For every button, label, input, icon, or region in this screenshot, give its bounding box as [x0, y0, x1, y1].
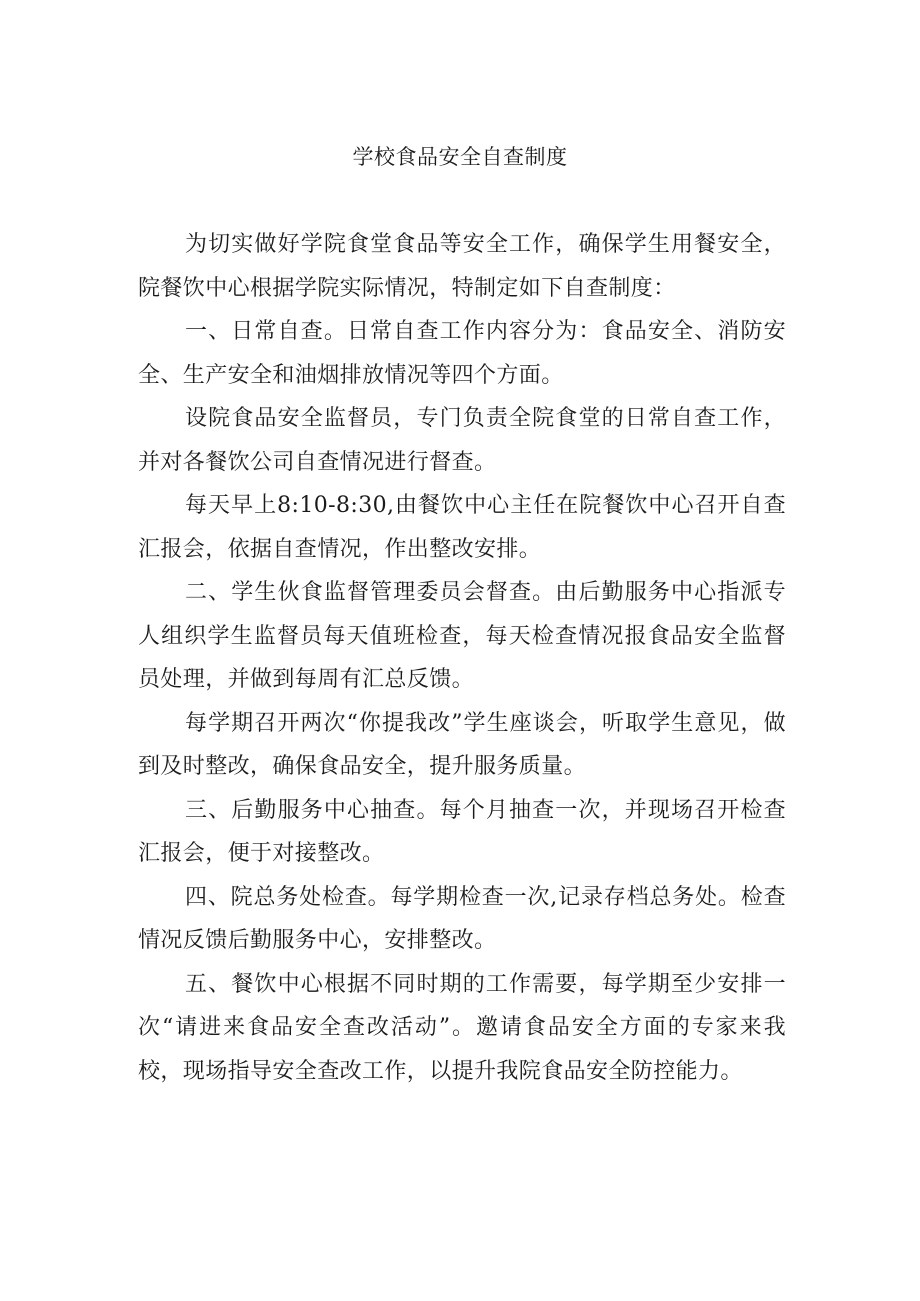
paragraph-daily-self-check: 一、日常自查。日常自查工作内容分为：食品安全、消防安全、生产安全和油烟排放情况等四个方面。 [138, 319, 786, 388]
paragraph-logistics-spot-check: 三、后勤服务中心抽查。每个月抽查一次，并现场召开检查汇报会，便于对接整改。 [138, 797, 786, 866]
paragraph-general-affairs-check: 四、院总务处检查。每学期检查一次,记录存档总务处。检查情况反馈后勤服务中心，安排整改。 [138, 884, 786, 953]
paragraph-intro: 为切实做好学院食堂食品等安全工作，确保学生用餐安全，院餐饮中心根据学院实际情况，特制定如下自查制度： [138, 232, 786, 301]
paragraph-student-committee: 二、学生伙食监督管理委员会督查。由后勤服务中心指派专人组织学生监督员每天值班检查，每天检查情况报食品安全监督员处理，并做到每周有汇总反馈。 [138, 580, 786, 692]
paragraph-student-forum: 每学期召开两次“你提我改”学生座谈会，听取学生意见，做到及时整改，确保食品安全，提升服务质量。 [138, 710, 786, 779]
paragraph-expert-inspection: 五、餐饮中心根据不同时期的工作需要，每学期至少安排一次“请进来食品安全查改活动”。邀请食品安全方面的专家来我校，现场指导安全查改工作，以提升我院食品安全防控能力。 [138, 971, 786, 1084]
paragraph-daily-meeting: 每天早上8:10-8:30,由餐饮中心主任在院餐饮中心召开自查汇报会，依据自查情况，作出整改安排。 [138, 493, 786, 562]
document-title: 学校食品安全自查制度 [352, 145, 568, 169]
document-body [138, 223, 786, 1093]
paragraph-supervisor: 设院食品安全监督员，专门负责全院食堂的日常自查工作，并对各餐饮公司自查情况进行督查。 [138, 406, 786, 475]
